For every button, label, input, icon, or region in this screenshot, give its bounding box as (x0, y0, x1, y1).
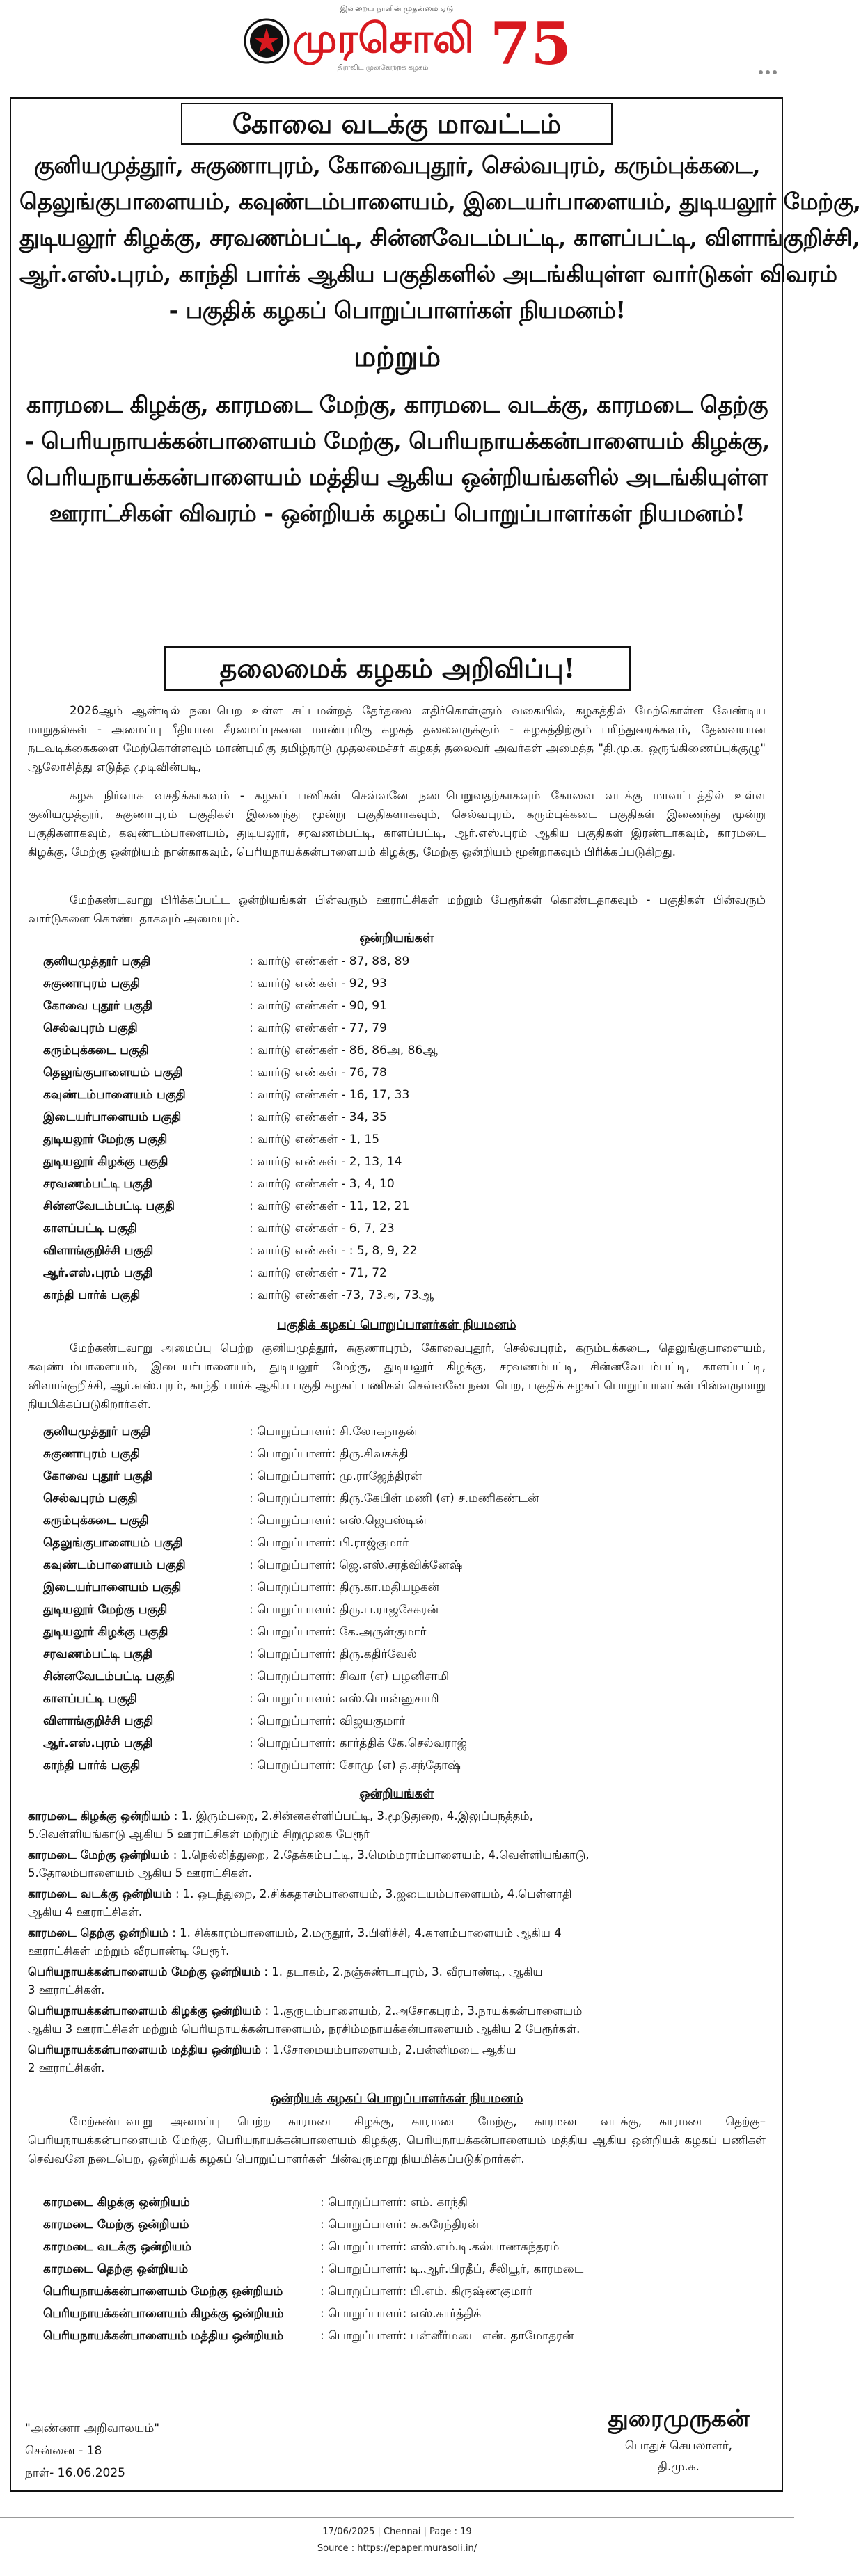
area-officers-paragraph: மேற்கண்டவாறு அமைப்பு பெற்ற குனியமுத்தூர், சுகுணாபுரம், கோவைபுதூர், செல்வபுரம், கரும்புக்கடை, தெலுங்குபாளையம், கவுண்டம்பாளையம், இடையர்பாளையம், துடியலூர் மேற்கு, துடியலூர் கிழக்கு, சரவணம்பட்டி, சின்னவேடம்பட்டி, காளப்பட்டி, விளாங்குறிச்சி, ஆர்.எஸ்.புரம், காந்தி பார்க் ஆகிய பகுதி கழகப் பணிகள் செவ்வனே நடைபெற, பகுதிக் கழகப் பொறுப்பாளர்கள் பின்வருமாறு நியமிக்கப்படுகிறார்கள். (28, 1341, 766, 1411)
table-row: கவுண்டம்பாளையம் பகுதி : பொறுப்பாளர்: ஜெ.எஸ்.சரத்விக்னேஷ் (43, 1558, 463, 1572)
table-row: செல்வபுரம் பகுதி : வார்டு எண்கள் - 77, 79 (43, 1021, 387, 1035)
list-item-continuation: 3 ஊராட்சிகள். (28, 1983, 105, 1997)
signatory-party: தி.மு.க. (658, 2460, 700, 2474)
headline-line: குனியமுத்தூர், சுகுணாபுரம், கோவைபுதூர், செல்வபுரம், கரும்புக்கடை, (33, 152, 761, 179)
table-row: கோவை புதூர் பகுதி : வார்டு எண்கள் - 90, 91 (43, 999, 387, 1013)
headline-line: ஆர்.எஸ்.புரம், காந்தி பார்க் ஆகிய பகுதிகளில் அடங்கியுள்ள வார்டுகள் விவரம் (19, 260, 837, 287)
masthead-subtitle: திராவிட முன்னேற்றக் கழகம் (337, 64, 429, 72)
masthead (0, 0, 794, 81)
table-row: துடியலூர் கிழக்கு பகுதி : வார்டு எண்கள் - 2, 13, 14 (43, 1155, 402, 1169)
table-row: சுகுணாபுரம் பகுதி : பொறுப்பாளர்: திரு.சிவசக்தி (43, 1447, 409, 1461)
union-officers-paragraph: மேற்கண்டவாறு அமைப்பு பெற்ற காரமடை கிழக்கு, காரமடை மேற்கு, காரமடை வடக்கு, காரமடை தெற்கு– பெரியநாயக்கன்பாளையம் மேற்கு, பெரியநாயக்கன்பாளையம் கிழக்கு, பெரியநாயக்கன்பாளையம் மத்திய ஆகிய ஒன்றியக் கழகப் பணிகள் செவ்வனே நடைபெற, ஒன்றியக் கழகப் பொறுப்பாளர்கள் பின்வருமாறு நியமிக்கப்படுகிறார்கள். (28, 2115, 766, 2166)
table-row: கோவை புதூர் பகுதி : பொறுப்பாளர்: மு.ராஜேந்திரன் (43, 1469, 422, 1483)
list-item: காரமடை தெற்கு ஒன்றியம் : 1. சிக்காரம்பாளையம், 2.மருதூர், 3.பிளிச்சி, 4.காளம்பாளையம் ஆகிய 4 (28, 1926, 562, 1939)
list-item-continuation: 5.வெள்ளியங்காடு ஆகிய 5 ஊராட்சிகள் மற்றும் சிறுமுகை பேரூர் (28, 1827, 370, 1841)
list-item-continuation: ஆகிய 3 ஊராட்சிகள் மற்றும் பெரியநாயக்கன்பாளையம், நரசிம்மநாயக்கன்பாளையம் ஆகிய 2 பேரூர்கள். (28, 2022, 580, 2035)
table-row: பெரியநாயக்கன்பாளையம் கிழக்கு ஒன்றியம் : பொறுப்பாளர்: எஸ்.கார்த்திக் (43, 2307, 482, 2321)
party-emblem-icon (244, 18, 290, 64)
headline-line: தெலுங்குபாளையம், கவுண்டம்பாளையம், இடையர்பாளையம், துடியலூர் மேற்கு, (19, 188, 861, 215)
list-item-continuation: 5.தோலம்பாளையம் ஆகிய 5 ஊராட்சிகள். (28, 1866, 253, 1880)
share-icon[interactable] (757, 67, 778, 78)
signatory-designation: பொதுச் செயலாளர், (624, 2439, 733, 2453)
table-row: கரும்புக்கடை பகுதி : வார்டு எண்கள் - 86, 86அ, 86ஆ (43, 1043, 438, 1057)
table-row: கவுண்டம்பாளையம் பகுதி : வார்டு எண்கள் - 16, 17, 33 (43, 1088, 410, 1102)
table-row: சின்னவேடம்பட்டி பகுதி : பொறுப்பாளர்: சிவா (எ) பழனிசாமி (43, 1670, 450, 1683)
table-row: இடையர்பாளையம் பகுதி : பொறுப்பாளர்: திரு.கா.மதியழகன் (43, 1581, 440, 1594)
table-row: சரவணம்பட்டி பகுதி : வார்டு எண்கள் - 3, 4, 10 (43, 1177, 395, 1191)
table-row: இடையர்பாளையம் பகுதி : வார்டு எண்கள் - 34, 35 (43, 1110, 387, 1124)
table-row: பெரியநாயக்கன்பாளையம் மத்திய ஒன்றியம் : பொறுப்பாளர்: பன்னீர்மடை என். தாமோதரன் (43, 2329, 574, 2343)
wards-section-title: ஒன்றியங்கள் (359, 931, 434, 945)
table-row: தெலுங்குபாளையம் பகுதி : வார்டு எண்கள் - 76, 78 (43, 1066, 387, 1080)
headline-line: துடியலூர் கிழக்கு, சரவணம்பட்டி, சின்னவேடம்பட்டி, காளப்பட்டி, விளாங்குறிச்சி, (19, 224, 860, 251)
list-item-continuation: 2 ஊராட்சிகள். (28, 2061, 105, 2074)
list-item: பெரியநாயக்கன்பாளையம் கிழக்கு ஒன்றியம் : 1.குருடம்பாளையம், 2.அசோகபுரம், 3.நாயக்கன்பாளையம் (28, 2004, 583, 2017)
unions-list (28, 1807, 766, 2072)
list-item: பெரியநாயக்கன்பாளையம் மத்திய ஒன்றியம் : 1.சோமையம்பாளையம், 2.பன்னிமடை ஆகிய (28, 2043, 516, 2056)
table-row: குனியமுத்தூர் பகுதி : வார்டு எண்கள் - 87, 88, 89 (43, 954, 410, 968)
intro-paragraph: 2026ஆம் ஆண்டில் நடைபெற உள்ள சட்டமன்றத் தேர்தலை எதிர்கொள்ளும் வகையில், கழகத்தில் மேற்கொள்ள வேண்டிய மாறுதல்கள் - அமைப்பு ரீதியான சீரமைப்புகளை மாண்புமிகு கழகத் தலைவருக்கும் - கழகத்திற்கும் பரிந்துரைக்கவும், தேவையான நடவடிக்கைகளை மேற்கொள்ளவும் மாண்புமிகு தமிழ்நாடு முதலமைச்சர் கழகத் தலைவர் அவர்கள் அமைத்த "தி.மு.க. ஒருங்கிணைப்புக்குழு" ஆலோசித்து எடுத்த முடிவின்படி, (28, 704, 766, 774)
headline-line: ஊராட்சிகள் விவரம் - ஒன்றியக் கழகப் பொறுப்பாளர்கள் நியமனம்! (49, 499, 745, 527)
table-row: ஆர்.எஸ்.புரம் பகுதி : பொறுப்பாளர்: கார்த்திக் கே.செல்வராஜ் (43, 1736, 467, 1750)
list-item-continuation: ஊராட்சிகள் மற்றும் வீரபாண்டி பேரூர். (28, 1944, 230, 1958)
table-row: செல்வபுரம் பகுதி : பொறுப்பாளர்: திரு.கேபிள் மணி (எ) ச.மணிகண்டன் (43, 1491, 539, 1505)
table-row: காரமடை மேற்கு ஒன்றியம் : பொறுப்பாளர்: சு.சுரேந்திரன் (43, 2218, 480, 2232)
headline-line: காரமடை கிழக்கு, காரமடை மேற்கு, காரமடை வடக்கு, காரமடை தெற்கு (26, 391, 768, 418)
anniversary-number: 75 (490, 9, 571, 78)
table-row: பெரியநாயக்கன்பாளையம் மேற்கு ஒன்றியம் : பொறுப்பாளர்: பி.எம். கிருஷ்ணகுமார் (43, 2285, 533, 2298)
anniversary-badge-icon (487, 6, 571, 78)
list-item: பெரியநாயக்கன்பாளையம் மேற்கு ஒன்றியம் : 1. தடாகம், 2.நஞ்சுண்டாபுரம், 3. வீரபாண்டி, ஆகிய (28, 1965, 543, 1978)
table-row: துடியலூர் மேற்கு பகுதி : வார்டு எண்கள் - 1, 15 (43, 1133, 380, 1146)
list-item: காரமடை கிழக்கு ஒன்றியம் : 1. இரும்பறை, 2.சின்னகள்ளிப்பட்டி, 3.மூடுதுறை, 4.இலுப்பநத்தம், (28, 1809, 533, 1823)
table-row: கரும்புக்கடை பகுதி : பொறுப்பாளர்: எஸ்.ஜெபஸ்டின் (43, 1514, 427, 1528)
signature-city: சென்னை - 18 (25, 2444, 102, 2458)
table-row: காந்தி பார்க் பகுதி : பொறுப்பாளர்: சோமு (எ) த.சந்தோஷ் (43, 1759, 461, 1773)
and-word: மற்றும் (353, 340, 441, 373)
table-row: சுகுணாபுரம் பகுதி : வார்டு எண்கள் - 92, 93 (43, 977, 387, 991)
masthead-logo: முரசொலி (292, 15, 474, 62)
table-row: காரமடை தெற்கு ஒன்றியம் : பொறுப்பாளர்: டி.ஆர்.பிரதீப், சீலியூர், காரமடை (43, 2262, 584, 2276)
unions-section-title: ஒன்றியங்கள் (359, 1786, 434, 1801)
table-row: விளாங்குறிச்சி பகுதி : பொறுப்பாளர்: விஜயகுமார் (43, 1714, 406, 1728)
union-officers-section-title: ஒன்றியக் கழகப் பொறுப்பாளர்கள் நியமனம் (270, 2091, 523, 2106)
intro-paragraph: மேற்கண்டவாறு பிரிக்கப்பட்ட ஒன்றியங்கள் பின்வரும் ஊராட்சிகள் மற்றும் பேரூர்கள் கொண்டதாகவும் - பகுதிகள் பின்வரும் வார்டுகளை கொண்டதாகவும் அமையும். (28, 893, 766, 925)
signatory-name: துரைமுருகன் (608, 2405, 750, 2433)
table-row: குனியமுத்தூர் பகுதி : பொறுப்பாளர்: சி.லோகநாதன் (43, 1425, 418, 1439)
footer-divider (0, 2517, 794, 2518)
wards-table (28, 950, 766, 1312)
list-item: காரமடை மேற்கு ஒன்றியம் : 1.நெல்லித்துறை, 2.தேக்கம்பட்டி, 3.மெம்மராம்பாளையம், 4.வெள்ளியங்காடு, (28, 1848, 590, 1862)
table-row: ஆர்.எஸ்.புரம் பகுதி : வார்டு எண்கள் - 71, 72 (43, 1266, 387, 1280)
table-row: விளாங்குறிச்சி பகுதி : வார்டு எண்கள் - : 5, 8, 9, 22 (43, 1244, 418, 1258)
district-title: கோவை வடக்கு மாவட்டம் (181, 103, 613, 145)
intro-paragraph: கழக நிர்வாக வசதிக்காகவும் - கழகப் பணிகள் செவ்வனே நடைபெறுவதற்காகவும் கோவை வடக்கு மாவட்டத்தில் உள்ள குனியமுத்தூர், சுகுணாபுரம் பகுதிகள் இணைந்து மூன்று பகுதிகளாகவும், செல்வபுரம், கரும்புக்கடை பகுதிகள் இணைந்து மூன்று பகுதிகளாகவும், கவுண்டம்பாளையம், துடியலூர், சரவணம்பட்டி, காளப்பட்டி, ஆர்.எஸ்.புரம் ஆகிய பகுதிகள் இரண்டாகவும், காரமடை கிழக்கு, மேற்கு ஒன்றியம் நான்காகவும், பெரியநாயக்கன்பாளையம் கிழக்கு, மேற்கு ஒன்றியம் மூன்றாகவும் பிரிக்கப்படுகிறது. (28, 789, 766, 858)
table-row: காரமடை வடக்கு ஒன்றியம் : பொறுப்பாளர்: எஸ்.எம்.டி.கல்யாணசுந்தரம் (43, 2240, 560, 2254)
table-row: காரமடை கிழக்கு ஒன்றியம் : பொறுப்பாளர்: எம். காந்தி (43, 2195, 468, 2209)
masthead-tagline: இன்றைய நாளின் முதன்மை ஏடு (340, 4, 454, 13)
signature-place: "அண்ணா அறிவாலயம்" (25, 2422, 160, 2435)
footer-source-link[interactable]: Source : https://epaper.murasoli.in/ (317, 2543, 477, 2554)
footer-edition: 17/06/2025 | Chennai | Page : 19 (322, 2527, 472, 2537)
table-row: காளப்பட்டி பகுதி : பொறுப்பாளர்: எஸ்.பொன்னுசாமி (43, 1692, 439, 1706)
table-row: துடியலூர் கிழக்கு பகுதி : பொறுப்பாளர்: கே.அருள்குமார் (43, 1625, 427, 1639)
table-row: காளப்பட்டி பகுதி : வார்டு எண்கள் - 6, 7, 23 (43, 1222, 395, 1235)
hq-announcement-title: தலைமைக் கழகம் அறிவிப்பு! (164, 646, 631, 691)
list-item-continuation: ஆகிய 4 ஊராட்சிகள். (28, 1905, 143, 1919)
table-row: தெலுங்குபாளையம் பகுதி : பொறுப்பாளர்: பி.ராஜ்குமார் (43, 1536, 409, 1550)
table-row: காந்தி பார்க் பகுதி : வார்டு எண்கள் -73, 73அ, 73ஆ (43, 1288, 434, 1302)
table-row: சின்னவேடம்பட்டி பகுதி : வார்டு எண்கள் - 11, 12, 21 (43, 1199, 410, 1213)
union-officers-table (28, 2191, 766, 2349)
area-officers-table (28, 1421, 766, 1782)
table-row: சரவணம்பட்டி பகுதி : பொறுப்பாளர்: திரு.கதிர்வேல் (43, 1647, 417, 1661)
table-row: துடியலூர் மேற்கு பகுதி : பொறுப்பாளர்: திரு.ப.ராஜசேகரன் (43, 1603, 439, 1617)
signature-date: நாள்- 16.06.2025 (25, 2466, 126, 2480)
headline-line: பெரியநாயக்கன்பாளையம் மத்திய ஆகிய ஒன்றியங்களில் அடங்கியுள்ள (26, 463, 768, 490)
list-item: காரமடை வடக்கு ஒன்றியம் : 1. ஒடந்துறை, 2.சிக்கதாசம்பாளையம், 3.ஜடையம்பாளையம், 4.பெள்ளாதி (28, 1887, 572, 1901)
area-officers-section-title: பகுதிக் கழகப் பொறுப்பாளர்கள் நியமனம் (277, 1318, 516, 1332)
headline-line: - பெரியநாயக்கன்பாளையம் மேற்கு, பெரியநாயக்கன்பாளையம் கிழக்கு, (24, 427, 770, 454)
headline-line: - பகுதிக் கழகப் பொறுப்பாளர்கள் நியமனம்! (168, 296, 626, 323)
